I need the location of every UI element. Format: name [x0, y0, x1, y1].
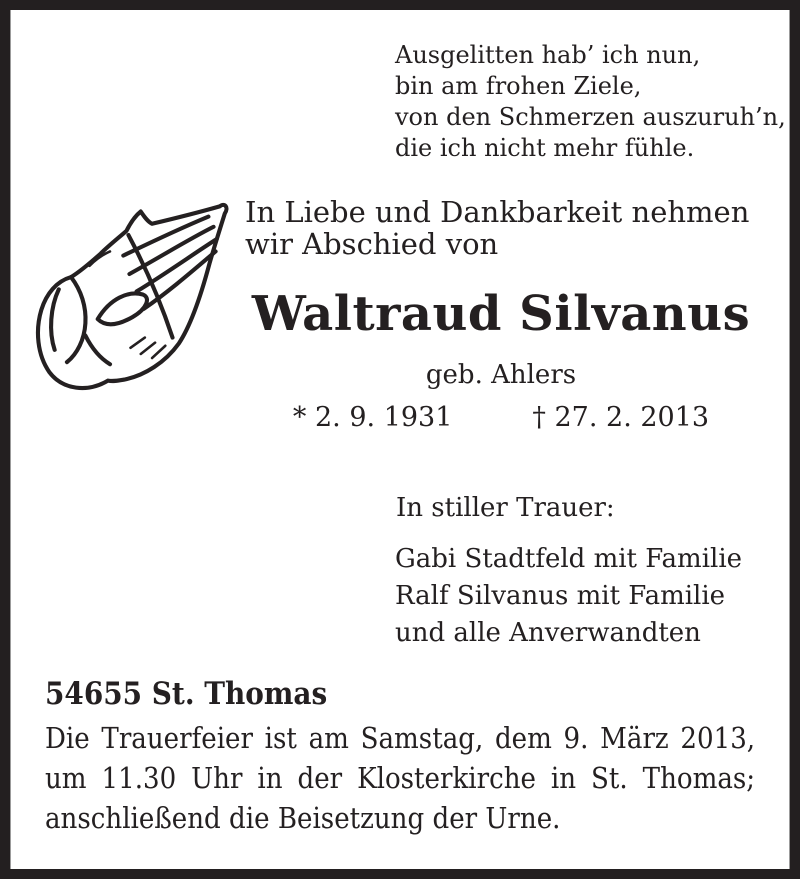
mourning-title: In stiller Trauer:	[396, 493, 615, 523]
birth-date: * 2. 9. 1931	[292, 402, 453, 433]
verse-line: die ich nicht mehr fühle.	[395, 134, 695, 162]
mourner-line: Gabi Stadtfeld mit Familie	[395, 544, 743, 574]
deceased-name: Waltraud Silvanus	[251, 286, 751, 342]
mourner-line: Ralf Silvanus mit Familie	[395, 581, 726, 611]
mourner-line: und alle Anverwandten	[395, 618, 701, 648]
mourners-list	[395, 541, 742, 652]
verse-line: von den Schmerzen auszuruh’n,	[395, 103, 786, 131]
verse-line: bin am frohen Ziele,	[395, 72, 642, 100]
farewell-intro: In Liebe und Dankbarkeit nehmen wir Abschied von	[245, 195, 750, 261]
funeral-line: anschließend die Beisetzung der Urne.	[45, 801, 561, 835]
funeral-line: Die Trauerfeier ist am Samstag, dem 9. März 2013,	[45, 721, 756, 755]
death-date: † 27. 2. 2013	[532, 402, 710, 433]
maiden-name: geb. Ahlers	[425, 360, 577, 390]
funeral-details	[45, 718, 755, 838]
funeral-line: um 11.30 Uhr in der Klosterkirche in St. Thomas;	[45, 761, 756, 795]
verse-line: Ausgelitten hab’ ich nun,	[395, 41, 701, 69]
place-heading: 54655 St. Thomas	[45, 676, 328, 712]
memorial-verse	[395, 40, 786, 164]
praying-hands-image	[28, 192, 233, 397]
life-dates	[245, 402, 757, 433]
